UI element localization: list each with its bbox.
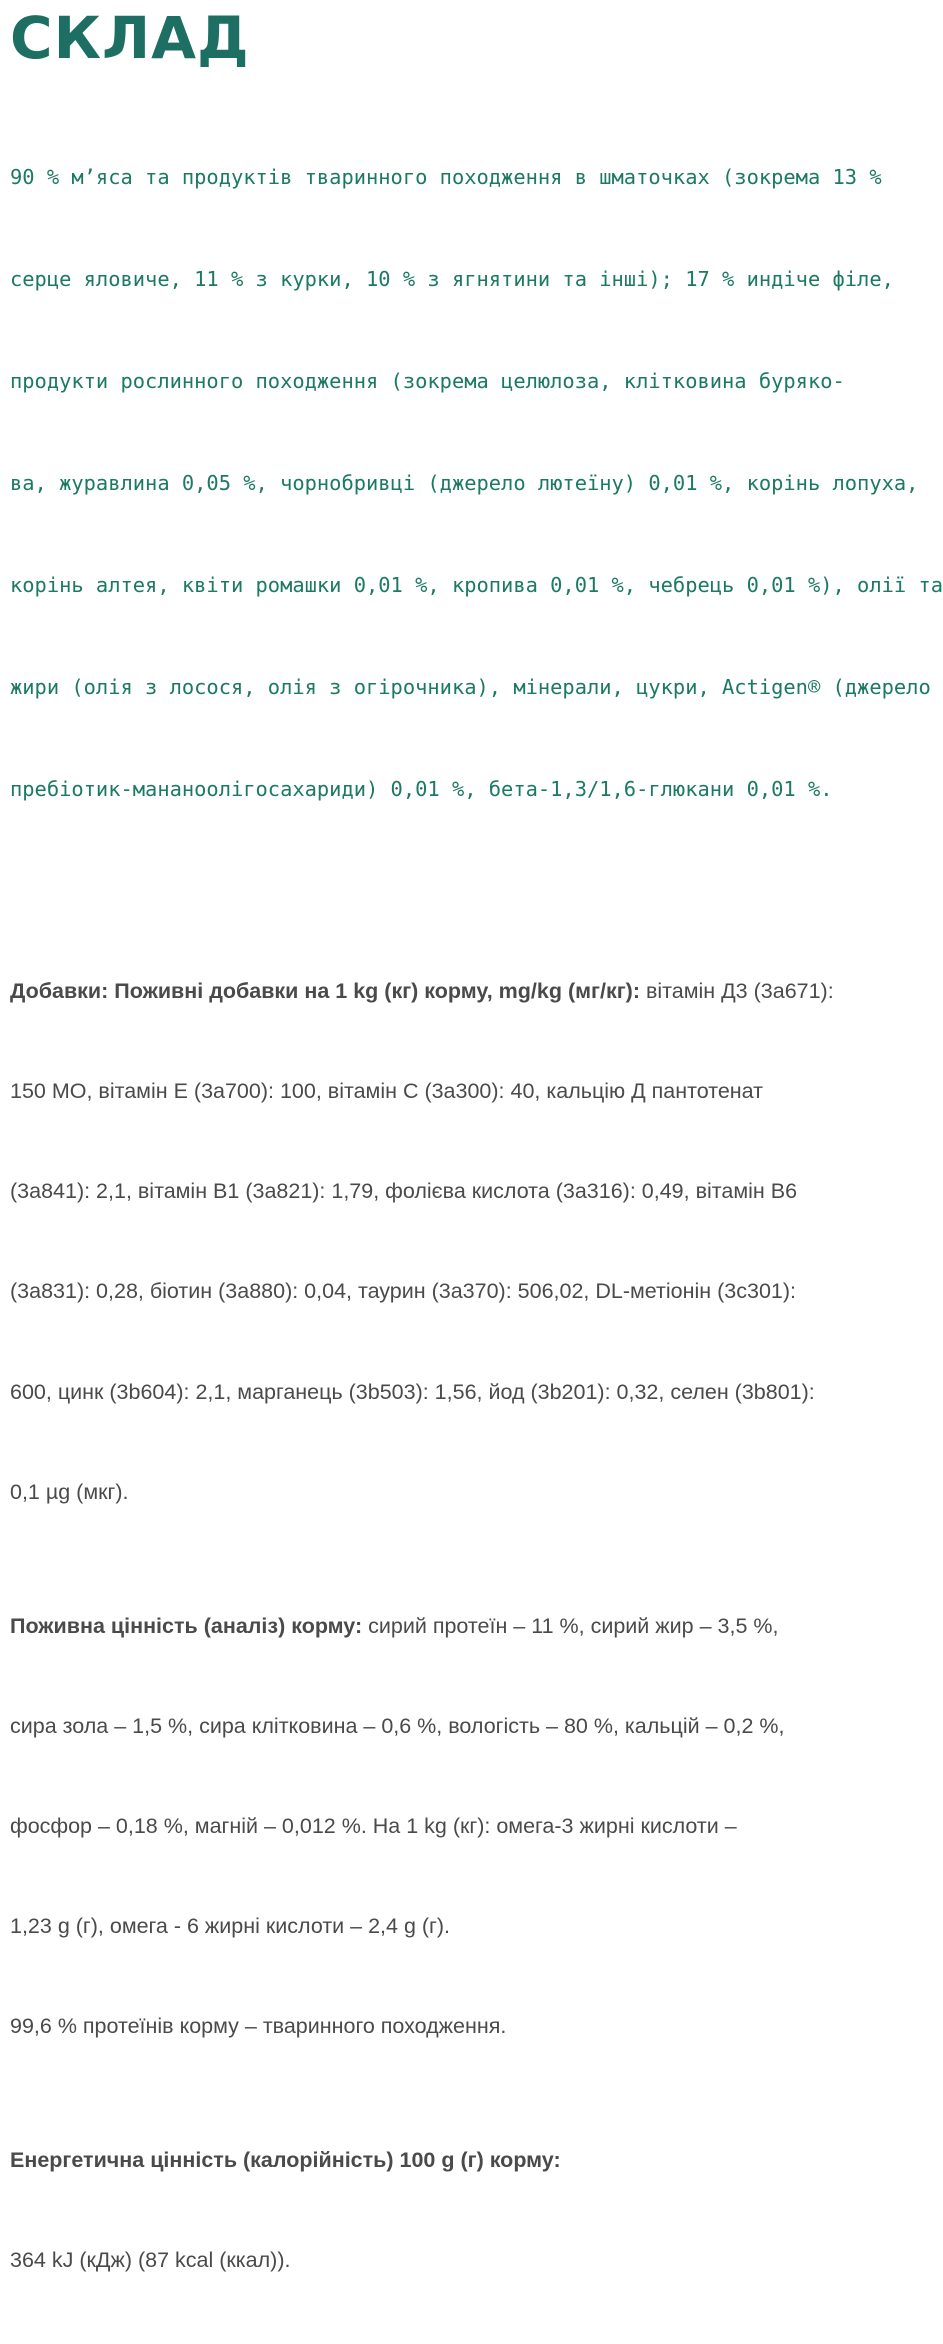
ingredients-panel bbox=[10, 0, 943, 2344]
additives-line: (3a831): 0,28, біотин (3a880): 0,04, таурин (3a370): 506,02, DL-метіонін (3c301): bbox=[10, 1279, 796, 1304]
additives-line: 0,1 µg (мкг). bbox=[10, 1479, 129, 1504]
nutrition-line: фосфор – 0,18 %, магній – 0,012 %. На 1 kg (кг): омега-3 жирні кислоти – bbox=[10, 1813, 737, 1838]
additives-line: 600, цинк (3b604): 2,1, марганець (3b503): 1,56, йод (3b201): 0,32, селен (3b801): bbox=[10, 1379, 815, 1404]
additives-line bbox=[10, 975, 878, 1008]
protein-origin-line: 99,6 % протеїнів корму – тваринного походження. bbox=[10, 2014, 507, 2039]
composition-line: жири (олія з лосося, олія з огірочника), мінерали, цукри, Actigen® (джерело bbox=[10, 675, 931, 699]
additives-line: (3a841): 2,1, вітамін B1 (3a821): 1,79, фолієва кислота (3a316): 0,49, вітамін B6 bbox=[10, 1179, 798, 1204]
composition-line: 90 % м’яса та продуктів тваринного походження в шматочках (зокрема 13 % bbox=[10, 165, 882, 189]
additives-text: вітамін Д3 (3a671): bbox=[639, 978, 834, 1003]
nutrition-line bbox=[10, 1610, 878, 1643]
energy-value: 364 kJ (кДж) (87 kcal (ккал)). bbox=[10, 2248, 291, 2273]
section-title: СКЛАД bbox=[10, 4, 250, 72]
energy-label: Енергетична цінність (калорійність) 100 g (г) корму: bbox=[10, 2148, 561, 2173]
additives-line: 150 МО, вітамін Е (3a700): 100, вітамін С (3a300): 40, кальцію Д пантотенат bbox=[10, 1079, 763, 1104]
nutrition-line: 1,23 g (г), омега - 6 жирні кислоти – 2,4 g (г). bbox=[10, 1914, 451, 1939]
composition-line: продукти рослинного походження (зокрема целюлоза, клітковина буряко- bbox=[10, 369, 845, 393]
additives-label: Добавки: Поживні добавки на 1 kg (кг) корму, mg/kg (мг/кг): bbox=[10, 978, 640, 1003]
composition-line: пребіотик-мананоолігосахариди) 0,01 %, бета-1,3/1,6-глюкани 0,01 %. bbox=[10, 777, 833, 801]
nutrition-text: сирий протеїн – 11 %, сирий жир – 3,5 %, bbox=[362, 1613, 779, 1638]
nutrition-label: Поживна цінність (аналіз) корму: bbox=[10, 1613, 363, 1638]
composition-line: корінь алтея, квіти ромашки 0,01 %, кропива 0,01 %, чебрець 0,01 %), олії та bbox=[10, 573, 943, 597]
composition-text bbox=[10, 92, 943, 874]
nutrition-line: сира зола – 1,5 %, сира клітковина – 0,6 %, вологість – 80 %, кальцій – 0,2 %, bbox=[10, 1713, 785, 1738]
analysis-text bbox=[10, 908, 878, 2344]
composition-line: серце яловиче, 11 % з курки, 10 % з ягнятини та інші); 17 % индіче філе, bbox=[10, 267, 894, 291]
composition-line: ва, журавлина 0,05 %, чорнобривці (джерело лютеїну) 0,01 %, корінь лопуха, bbox=[10, 471, 919, 495]
